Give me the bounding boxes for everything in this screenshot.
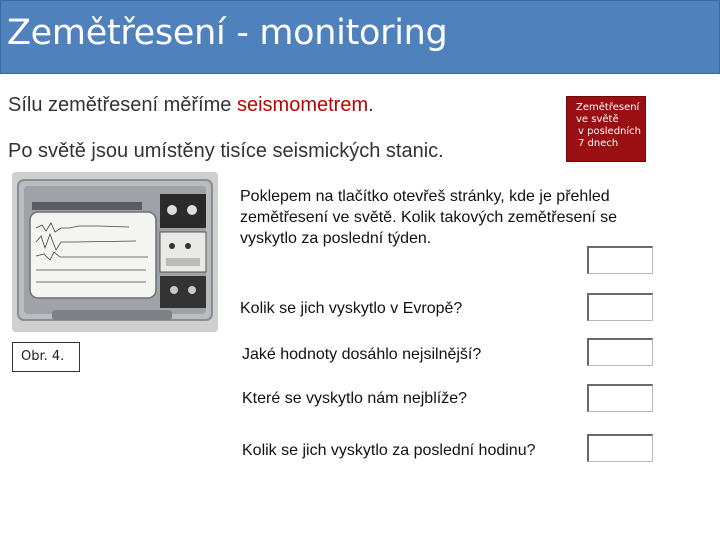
- link-button-line-1: Zemětřesení: [576, 102, 640, 113]
- figure-caption-text: Obr. 4.: [21, 349, 65, 364]
- answer-field-2[interactable]: [587, 293, 653, 321]
- earthquakes-link-button[interactable]: [566, 96, 646, 162]
- intro-line-1-prefix: Sílu zemětřesení měříme: [8, 94, 237, 116]
- link-button-line-3: v posledních: [578, 126, 642, 137]
- title-bar: [0, 0, 720, 74]
- answer-field-5[interactable]: [587, 434, 653, 462]
- answer-field-3[interactable]: [587, 338, 653, 366]
- seismometer-image: [12, 172, 218, 332]
- seismometer-highlight: seismometrem: [236, 94, 369, 116]
- link-button-line-4: 7 dnech: [578, 138, 619, 149]
- question-3: Jaké hodnoty dosáhlo nejsilnější?: [242, 346, 482, 363]
- question-1-line-3: vyskytlo za poslední týden.: [240, 230, 432, 247]
- intro-line-2: Po světě jsou umístěny tisíce seismických stanic.: [8, 140, 444, 162]
- intro-line-1-suffix: .: [368, 94, 374, 116]
- seismometer-photo: [12, 172, 218, 332]
- answer-field-4[interactable]: [587, 384, 653, 412]
- question-1: [240, 186, 670, 249]
- link-button-line-2: ve světě: [576, 114, 619, 125]
- question-5: Kolik se jich vyskytlo za poslední hodinu?: [242, 442, 536, 459]
- intro-line-1: [8, 94, 374, 117]
- answer-field-1[interactable]: [587, 246, 653, 274]
- question-1-line-1: Poklepem na tlačítko otevřeš stránky, kde je přehled: [240, 188, 610, 205]
- question-1-line-2: zemětřesení ve světě. Kolik takových zemětřesení se: [240, 209, 618, 226]
- slide-title: Zemětřesení - monitoring: [7, 13, 448, 53]
- question-2: Kolik se jich vyskytlo v Evropě?: [240, 300, 463, 317]
- figure-caption: [12, 342, 80, 372]
- question-4: Které se vyskytlo nám nejblíže?: [242, 390, 467, 407]
